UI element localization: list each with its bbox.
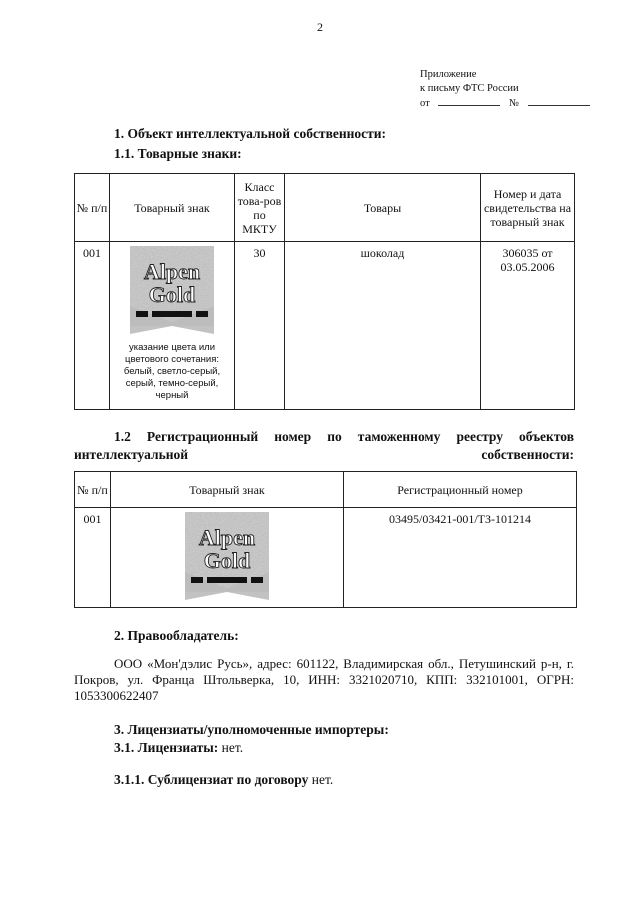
licensees-label: 3.1. Лицензиаты: bbox=[114, 740, 219, 755]
licensees-value: нет. bbox=[221, 740, 244, 755]
cell-mark bbox=[111, 508, 344, 608]
alpen-gold-logo bbox=[124, 244, 220, 336]
appendix-from-label: от bbox=[420, 98, 430, 109]
sublicensee-label: 3.1.1. Сублицензиат по договору bbox=[114, 772, 309, 787]
table-header-row bbox=[75, 472, 577, 508]
appendix-line-2: к письму ФТС России bbox=[420, 83, 519, 94]
appendix-number-label: № bbox=[508, 98, 519, 109]
col-header-goods: Товары bbox=[285, 174, 481, 242]
cell-class: 30 bbox=[235, 242, 285, 410]
section-3-title: 3. Лицензиаты/уполномоченные импортеры: bbox=[114, 722, 389, 737]
cell-mark bbox=[110, 242, 235, 410]
cell-num: 001 bbox=[75, 508, 111, 608]
section-2-title: 2. Правообладатель: bbox=[114, 628, 239, 643]
table-header-row bbox=[75, 174, 575, 242]
col-header-reg: Регистрационный номер bbox=[344, 472, 577, 508]
page-number: 2 bbox=[317, 20, 323, 34]
cell-cert: 306035 от 03.05.2006 bbox=[481, 242, 575, 410]
appendix-block bbox=[420, 68, 590, 111]
col-header-num: № п/п bbox=[75, 472, 111, 508]
cell-num: 001 bbox=[75, 242, 110, 410]
section-1-2-title: 1.2 Регистрационный номер по таможенному реестру объектов интеллектуальной собственности: bbox=[74, 429, 574, 462]
alpen-gold-logo bbox=[179, 510, 275, 602]
licensees-line bbox=[114, 740, 243, 756]
appendix-date-line bbox=[420, 96, 590, 111]
col-header-cert: Номер и дата свидетельства на товарный знак bbox=[481, 174, 575, 242]
cell-goods: шоколад bbox=[285, 242, 481, 410]
logo-line-2: Gold bbox=[203, 548, 251, 573]
col-header-class: Класс това-ров по МКТУ bbox=[235, 174, 285, 242]
col-header-mark: Товарный знак bbox=[110, 174, 235, 242]
section-1-1-title: 1.1. Товарные знаки: bbox=[114, 146, 242, 161]
section-1-title: 1. Объект интеллектуальной собственности: bbox=[114, 126, 387, 141]
cell-reg-number: 03495/03421-001/ТЗ-101214 bbox=[344, 508, 577, 608]
customs-register-table bbox=[74, 471, 577, 608]
number-blank bbox=[528, 96, 590, 106]
table-row bbox=[75, 508, 577, 608]
rightholder-text: ООО «Мон'дэлис Русь», адрес: 601122, Владимирская обл., Петушинский р-н, г. Покров, ул. Франца Штольверка, 10, ИНН: 3321020710, КПП: 332101001, ОГРН: 1053300622407 bbox=[74, 656, 574, 703]
trademarks-table bbox=[74, 173, 575, 410]
logo-line-2: Gold bbox=[148, 282, 196, 307]
col-header-mark: Товарный знак bbox=[111, 472, 344, 508]
logo-line-1: Alpen bbox=[198, 525, 256, 550]
date-blank bbox=[438, 96, 500, 106]
sublicensee-value: нет. bbox=[311, 772, 334, 787]
col-header-num: № п/п bbox=[75, 174, 110, 242]
sublicensee-line bbox=[114, 772, 333, 788]
color-indication-note: указание цвета или цветового сочетания: белый, светло-серый, серый, темно-серый, черный bbox=[123, 342, 221, 401]
appendix-line-1: Приложение bbox=[420, 69, 477, 80]
logo-line-1: Alpen bbox=[143, 259, 201, 284]
table-row bbox=[75, 242, 575, 410]
